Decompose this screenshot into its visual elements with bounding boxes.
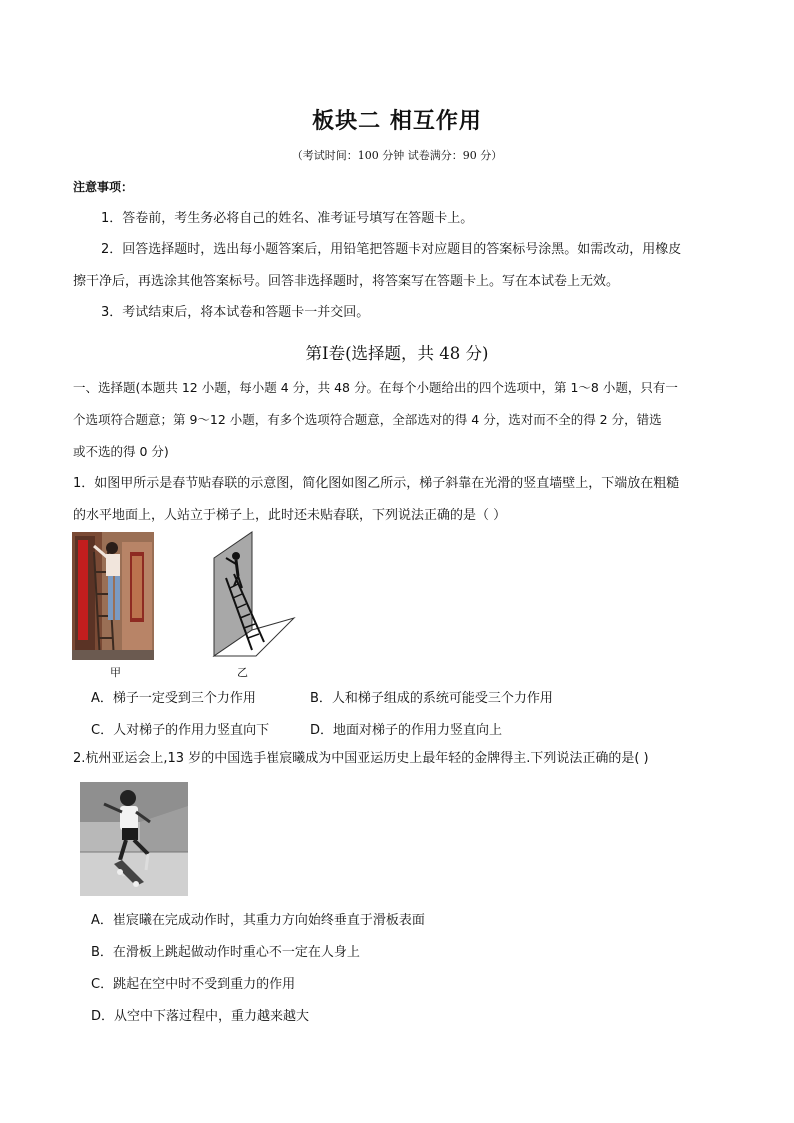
section-instructions-line-1: 一、选择题(本题共 12 小题，每小题 4 分，共 48 分。在每个小题给出的四个选项中，第 1～8 小题，只有一 xyxy=(73,380,678,395)
notice-item-1: 1．答卷前，考生务必将自己的姓名、准考证号填写在答题卡上。 xyxy=(101,211,474,226)
q1-option-c: C．人对梯子的作用力竖直向下 xyxy=(91,723,270,738)
q1-photo-figure xyxy=(72,532,154,660)
section-instructions-line-2: 个选项符合题意；第 9～12 小题，有多个选项符合题意，全部选对的得 4 分，选对而不全的得 2 分，错选 xyxy=(73,412,662,427)
notice-item-2: 2．回答选择题时，选出每小题答案后，用铅笔把答题卡对应题目的答案标号涂黑。如需改动，用橡皮 xyxy=(101,242,682,257)
q1-option-a: A．梯子一定受到三个力作用 xyxy=(91,691,256,706)
q2-stem: 2.杭州亚运会上,13 岁的中国选手崔宸曦成为中国亚运历史上最年轻的金牌得主.下列说法正确的是( ) xyxy=(73,751,649,766)
page-title: 板块二 相互作用 xyxy=(312,109,482,134)
q1-figure-label-jia: 甲 xyxy=(110,666,121,679)
notice-item-3: 3．考试结束后，将本试卷和答题卡一并交回。 xyxy=(101,305,370,320)
q2-option-c: C．跳起在空中时不受到重力的作用 xyxy=(91,977,296,992)
notice-item-2-cont: 擦干净后，再选涂其他答案标号。回答非选择题时，将答案写在答题卡上。写在本试卷上无效。 xyxy=(73,274,620,289)
q1-diagram-figure xyxy=(200,530,296,658)
section-instructions-line-3: 或不选的得 0 分) xyxy=(73,444,169,459)
section-title: 第Ⅰ卷(选择题，共 48 分) xyxy=(305,344,489,363)
q2-option-b: B．在滑板上跳起做动作时重心不一定在人身上 xyxy=(91,945,360,960)
q1-figure-label-yi: 乙 xyxy=(237,666,248,679)
q1-option-b: B．人和梯子组成的系统可能受三个力作用 xyxy=(310,691,553,706)
q1-option-d: D．地面对梯子的作用力竖直向上 xyxy=(310,723,503,738)
notice-heading: 注意事项： xyxy=(73,180,134,194)
q1-stem-line-1: 1．如图甲所示是春节贴春联的示意图，简化图如图乙所示，梯子斜靠在光滑的竖直墙壁上，下端放在粗糙 xyxy=(73,476,680,491)
exam-info: （考试时间：100 分钟 试卷满分：90 分） xyxy=(291,149,503,162)
q2-option-a: A．崔宸曦在完成动作时，其重力方向始终垂直于滑板表面 xyxy=(91,913,425,928)
q2-option-d: D．从空中下落过程中，重力越来越大 xyxy=(91,1009,310,1024)
q1-stem-line-2: 的水平地面上，人站立于梯子上，此时还未贴春联，下列说法正确的是（ ） xyxy=(73,508,507,523)
q2-skateboard-photo xyxy=(80,782,188,896)
